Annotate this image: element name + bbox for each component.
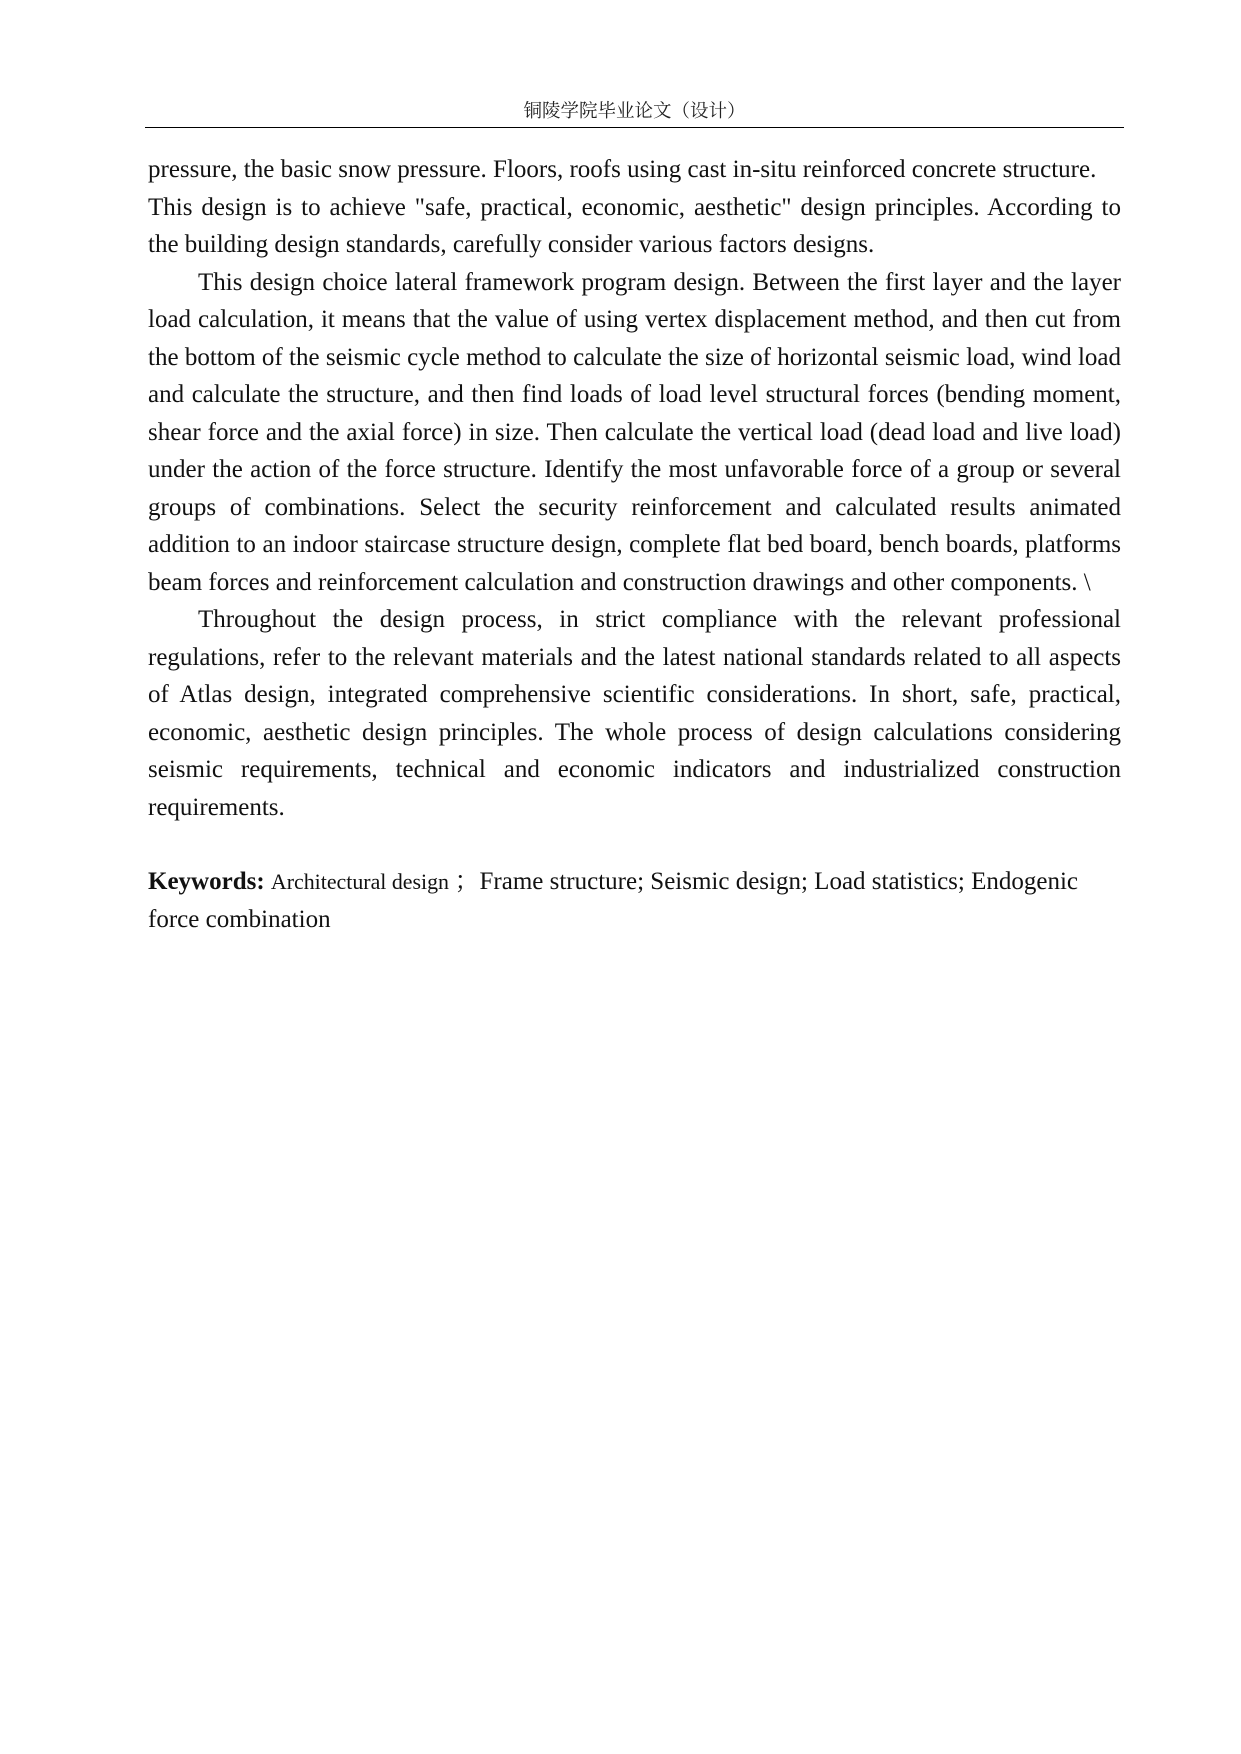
keywords-rest: Frame structure; Seismic design; Load statistics; Endogenic xyxy=(479,868,1079,895)
abstract-line: Throughout the design process, in strict compliance with the relevant professional xyxy=(198,606,1121,633)
abstract-line: economic, aesthetic design principles. The whole process of design calculations considering xyxy=(148,718,1121,746)
header-divider xyxy=(145,127,1124,128)
abstract-line: This design choice lateral framework program design. Between the first layer and the layer xyxy=(198,268,1121,296)
keywords-label: Keywords: xyxy=(148,868,265,895)
abstract-paragraph xyxy=(148,601,1121,826)
abstract-line: addition to an indoor staircase structure design, complete flat bed board, bench boards, platforms xyxy=(148,531,1121,558)
abstract-line: the bottom of the seismic cycle method to calculate the size of horizontal seismic load, wind load xyxy=(148,343,1121,371)
abstract-line: regulations, refer to the relevant materials and the latest national standards related to all aspects xyxy=(148,643,1121,671)
abstract-line: load calculation, it means that the value of using vertex displacement method, and then cut from xyxy=(148,306,1121,333)
abstract-paragraph xyxy=(148,264,1121,602)
abstract-line: and calculate the structure, and then find loads of load level structural forces (bending moment, xyxy=(148,381,1121,408)
keyword-first-term: Architectural design xyxy=(270,869,450,894)
keyword-separator: ； xyxy=(454,868,480,895)
abstract-line: This design is to achieve "safe, practical, economic, aesthetic" design principles. According to xyxy=(148,193,1121,221)
keywords-section xyxy=(148,863,1121,938)
abstract-line: shear force and the axial force) in size. Then calculate the vertical load (dead load and live load) xyxy=(148,418,1121,446)
abstract-paragraph xyxy=(148,151,1121,264)
abstract-line: requirements. xyxy=(148,793,285,821)
abstract-line: pressure, the basic snow pressure. Floors, roofs using cast in-situ reinforced concrete structure. xyxy=(148,156,1097,183)
abstract-body xyxy=(148,151,1121,826)
keywords-line xyxy=(148,863,1121,901)
abstract-line: under the action of the force structure. Identify the most unfavorable force of a group or several xyxy=(148,456,1121,483)
abstract-line: seismic requirements, technical and economic indicators and industrialized construction xyxy=(148,756,1121,783)
page-header-title: 铜陵学院毕业论文（设计） xyxy=(523,102,746,122)
abstract-line: the building design standards, carefully consider various factors designs. xyxy=(148,231,875,258)
abstract-line: groups of combinations. Select the security reinforcement and calculated results animated xyxy=(148,493,1121,521)
keywords-continuation: force combination xyxy=(148,905,331,933)
abstract-line: beam forces and reinforcement calculation and construction drawings and other components. \ xyxy=(148,568,1091,596)
abstract-line: of Atlas design, integrated comprehensive scientific considerations. In short, safe, practical, xyxy=(148,681,1121,708)
